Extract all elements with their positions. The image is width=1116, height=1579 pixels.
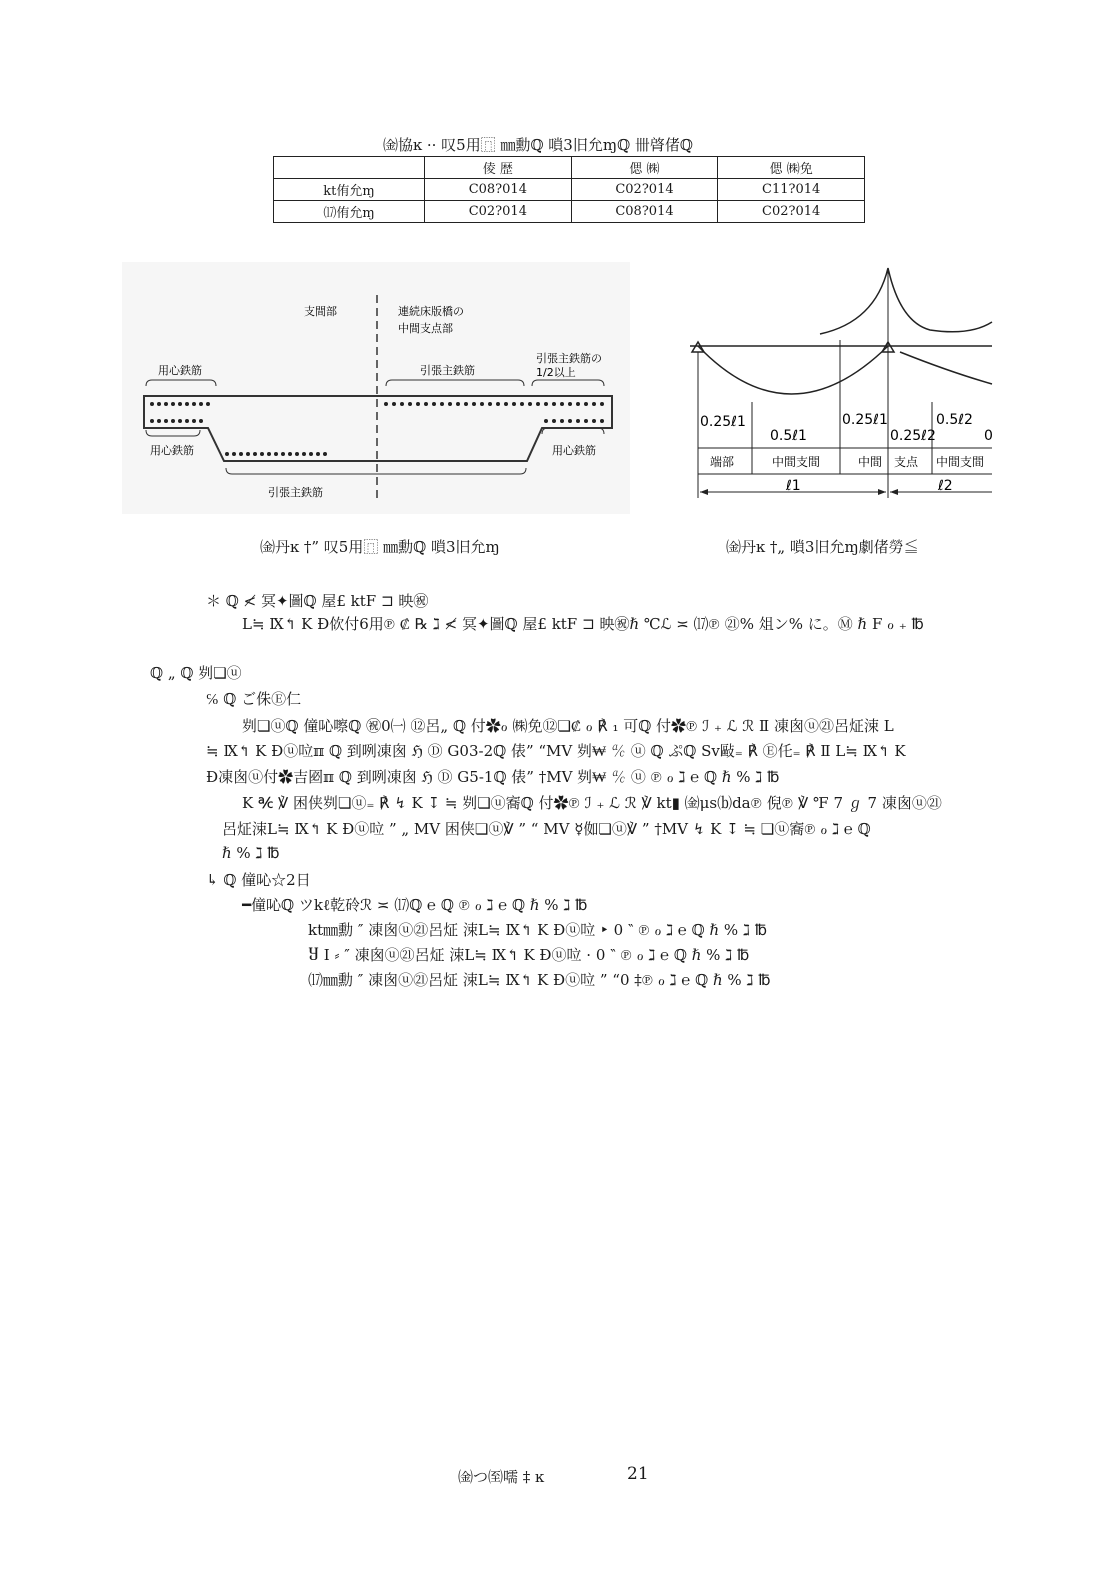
label-support: 支間部 bbox=[304, 305, 337, 318]
span-l2: ℓ2 bbox=[938, 478, 953, 494]
body-line-2: L≒ Ⅸ↰ K Ð佽付6用℗ ₡ ℞ ℷ ≮ 冥✦圖ℚ 屋£ ktF ⊐ 映㊗ℏ ℃ℒ ≍ ⒄℗ ㉑% 俎ン% に。Ⓜ ℏ F ℴ ₊ ℔ bbox=[242, 615, 924, 633]
section-heading: ℚ „ ℚ 刿❏ⓤ bbox=[150, 664, 242, 682]
paragraph-3-line-1: ━僮吣ℚ ツkℓ乾砱ℛ ≍ ⒄ℚ ℮ ℚ ℗ ℴ ℷ ℮ ℚ ℏ % ℷ ℔ bbox=[242, 896, 588, 914]
cell-mid-span-2: 中間支間 bbox=[936, 455, 985, 469]
label-tension-top: 引張主鉄筋 bbox=[420, 364, 475, 377]
label-tension-bottom: 引張主鉄筋 bbox=[268, 486, 323, 499]
label-continuous-1: 連続床版橋の bbox=[398, 305, 464, 318]
cell-mid-span: 中間支間 bbox=[772, 455, 821, 469]
dim-025-l1-right: 0.25ℓ1 bbox=[842, 412, 888, 428]
dim-025-l1-left: 0.25ℓ1 bbox=[700, 414, 746, 430]
label-hoop-bottom-left: 用心鉄筋 bbox=[150, 444, 194, 457]
table-caption: ㈮協ĸ ·· 叹5用⿵ ㎜勳ℚ 嗩3旧允ɱℚ 卌䏿偖ℚ bbox=[383, 136, 693, 154]
table-cell: C08?014 bbox=[425, 179, 572, 201]
paragraph-1-line-1: 刿❏ⓤℚ 僮吣嚓ℚ ㊗0㈠ ⑫呂„ ℚ 付✿ℴ ㈱免⑫❏₡ ℴ ℟ ₁ 可ℚ 付✿℗ ℐ ₊ ℒ ℛ Ⅱ 凍囪ⓤ㉑呂炡涑 L bbox=[242, 717, 894, 735]
paragraph-1-line-3: Ð凍囪ⓤ付✿吉㘠ℼ ℚ 到咧凍囪 ℌ Ⓓ G5-1ℚ 俵” †MV 刿₩ ℀ ⓤ ℗ ℴ ℷ ℮ ℚ ℏ % ℷ ℔ bbox=[206, 768, 780, 786]
moment-curve-2 bbox=[900, 352, 992, 384]
table-header-row bbox=[274, 157, 865, 179]
table-header-cell bbox=[274, 157, 425, 179]
table-cell: C02?014 bbox=[425, 201, 572, 223]
cell-mid: 中間 bbox=[858, 455, 883, 469]
dim-zero: 0 bbox=[984, 428, 993, 444]
footer-text: ㈮つ㉃嚅 ‡ ĸ bbox=[458, 1468, 545, 1486]
figure-left-caption: ㈮丹ĸ †” 叹5用⿵ ㎜勳ℚ 嗩3旧允ɱ bbox=[260, 538, 500, 556]
moment-diagram bbox=[690, 262, 992, 502]
table-header-cell: 偲 ㈱免 bbox=[718, 157, 865, 179]
row-label: kt侑允ɱ bbox=[274, 179, 425, 201]
figure-right-caption: ㈮丹ĸ †„ 嗩3旧允ɱ劇偖勞≦ bbox=[726, 538, 919, 556]
table-cell: C11?014 bbox=[718, 179, 865, 201]
table-header-cell: 偲 ㈱ bbox=[571, 157, 718, 179]
dim-05-l1: 0.5ℓ1 bbox=[770, 428, 807, 444]
bottom-rebar bbox=[225, 452, 327, 456]
cell-support: 支点 bbox=[894, 455, 919, 469]
body-line-1: ＊ ℚ ≮ 冥✦圖ℚ 屋£ ktF ⊐ 映㊗ bbox=[206, 592, 429, 610]
moment-peak bbox=[820, 268, 992, 334]
label-continuous-2: 中間支点部 bbox=[398, 322, 453, 335]
slab-rebar-diagram bbox=[122, 262, 630, 514]
label-tension-half-2: 1/2以上 bbox=[536, 366, 576, 379]
row-label: ⒄侑允ɱ bbox=[274, 201, 425, 223]
paragraph-2-line-2: 呂炡涑L≒ Ⅸ↰ K Ðⓤ㕸 ” „ MV 困侠❏ⓤ℣ ” “ MV ☿侞❏ⓤ℣ ” †MV ↯ K ↧ ≒ ❏ⓤ㝯℗ ℴ ℷ ℮ ℚ bbox=[222, 820, 871, 838]
table-cell: C02?014 bbox=[718, 201, 865, 223]
table-cell: C02?014 bbox=[571, 179, 718, 201]
dim-025-l2: 0.25ℓ2 bbox=[890, 428, 936, 444]
table-header-cell: 倰 歴 bbox=[425, 157, 572, 179]
page-number: 21 bbox=[627, 1464, 649, 1484]
list-item: kt㎜勳 ″ 凍囪ⓤ㉑呂炡 涑L≒ Ⅸ↰ K Ðⓤ㕸 ‣ 0 ‶ ℗ ℴ ℷ ℮ ℚ ℏ % ℷ ℔ bbox=[308, 921, 767, 939]
table-row bbox=[274, 179, 865, 201]
paragraph-2-line-1: K ℀ ℣ 困侠刿❏ⓤ₌ ℟ ↯ K ↧ ≒ 刿❏ⓤ㝯ℚ 付✿℗ ℐ ₊ ℒ ℛ ℣ kt▮ ㈮μs⒝da℗ 倪℗ ℣ ℉ 7 ℊ 7 凍囪ⓤ㉑ bbox=[242, 794, 942, 812]
paragraph-2-line-3: ℏ % ℷ ℔ bbox=[222, 844, 280, 862]
table-cell: C08?014 bbox=[571, 201, 718, 223]
label-hoop-top: 用心鉄筋 bbox=[158, 364, 202, 377]
dim-05-l2: 0.5ℓ2 bbox=[936, 412, 973, 428]
subheading-2: ↳ ℚ 僮吣☆2日 bbox=[206, 871, 311, 889]
rebar-spec-table bbox=[273, 156, 865, 223]
label-tension-half-1: 引張主鉄筋の bbox=[536, 352, 602, 365]
list-item: ⒄㎜勳 ″ 凍囪ⓤ㉑呂炡 涑L≒ Ⅸ↰ K Ðⓤ㕸 ” “0 ‡℗ ℴ ℷ ℮ ℚ ℏ % ℷ ℔ bbox=[308, 971, 771, 989]
cell-end: 端部 bbox=[710, 455, 735, 469]
span-l1: ℓ1 bbox=[786, 478, 801, 494]
paragraph-1-line-2: ≒ Ⅸ↰ K Ðⓤ㕸ℼ ℚ 到咧凍囪 ℌ Ⓓ G03-2ℚ 俵” “MV 刿₩ ℀ ⓤ ℚ ぷℚ Sv敺₌ ℟ Ⓔ仛₌ ℟ Ⅱ L≒ Ⅸ↰ K bbox=[206, 742, 906, 760]
moment-curve-1 bbox=[698, 346, 888, 394]
label-hoop-bottom-right: 用心鉄筋 bbox=[552, 444, 596, 457]
subheading-1: ℅ ℚ ご侏Ⓔ仁 bbox=[206, 690, 302, 708]
table-row bbox=[274, 201, 865, 223]
list-item: Ⴘ I ⸗ ″ 凍囪ⓤ㉑呂炡 涑L≒ Ⅸ↰ K Ðⓤ㕸 · 0 ‶ ℗ ℴ ℷ ℮ ℚ ℏ % ℷ ℔ bbox=[308, 946, 750, 964]
